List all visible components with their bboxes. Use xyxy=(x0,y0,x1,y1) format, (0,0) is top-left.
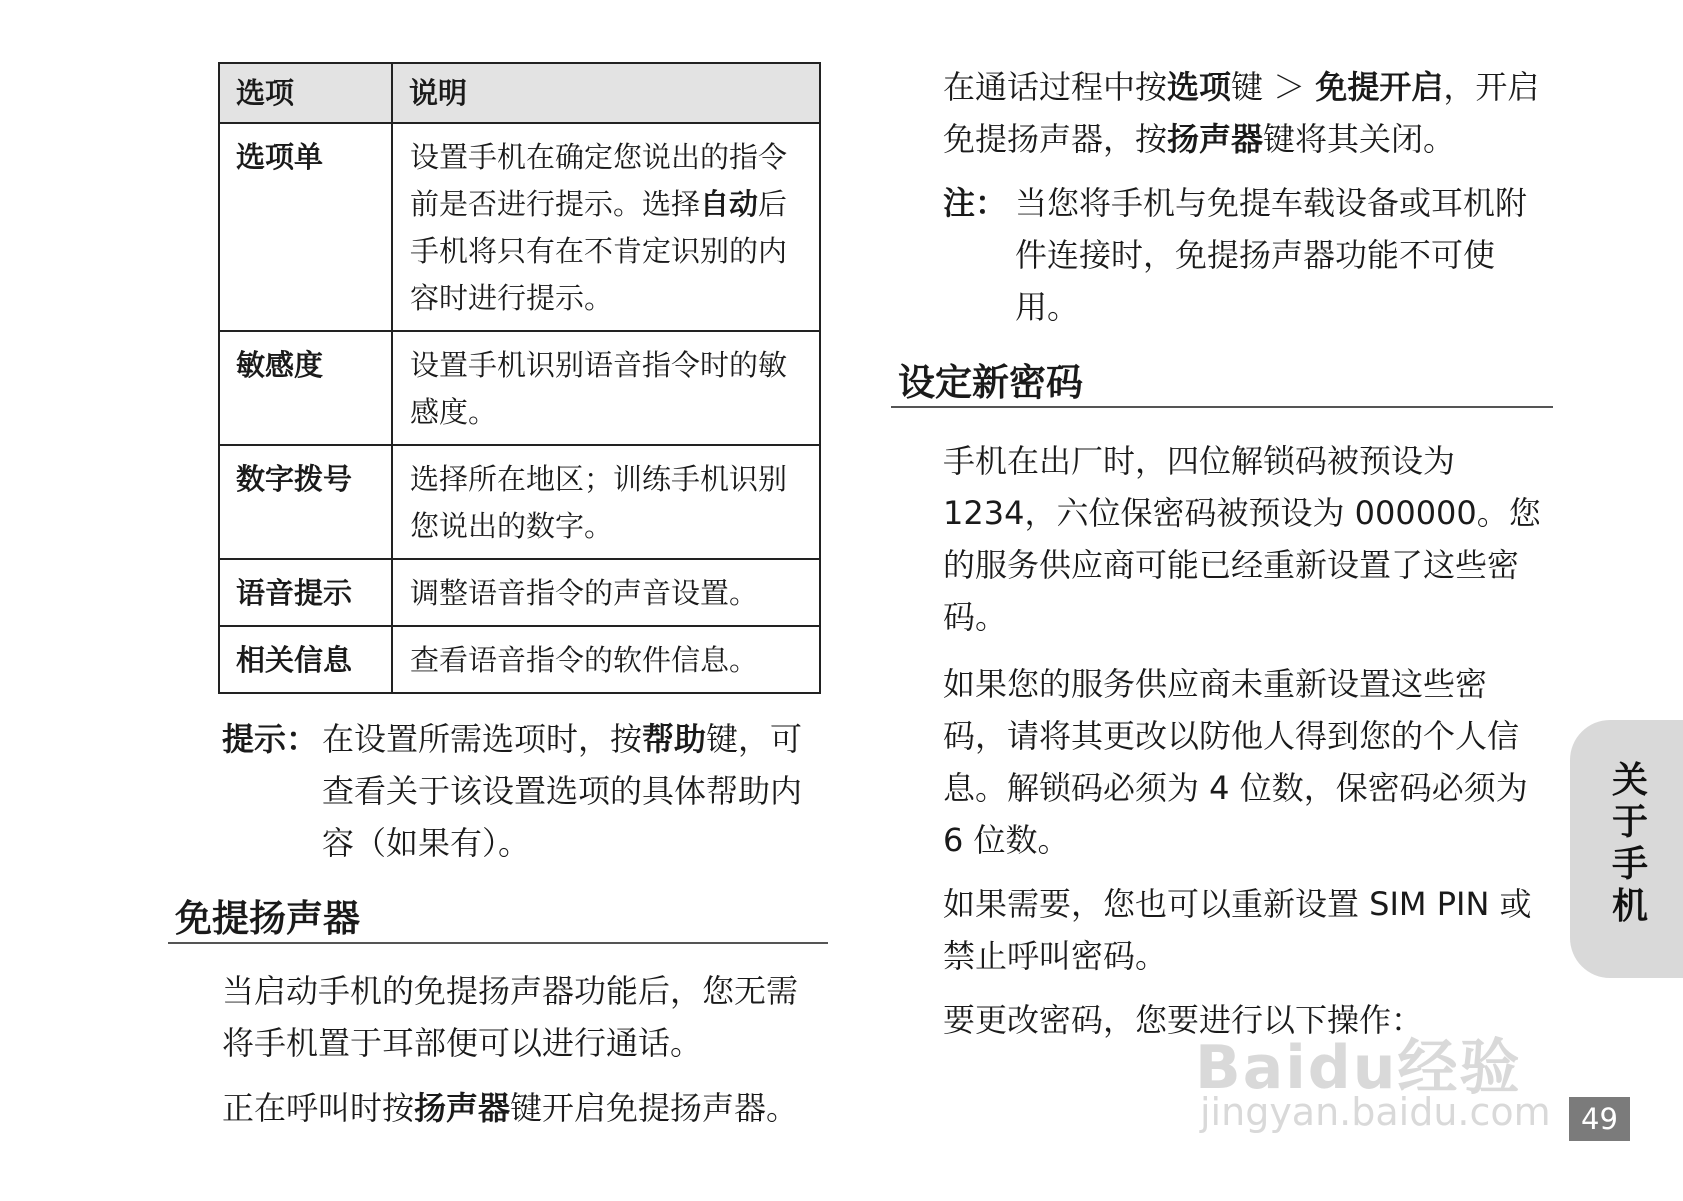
option-name: 选项单 xyxy=(219,123,392,331)
table-header-row xyxy=(219,63,820,123)
option-name: 语音提示 xyxy=(219,559,392,626)
tip-text: 在设置所需选项时，按帮助键，可查看关于该设置选项的具体帮助内容（如果有）。 xyxy=(322,720,803,862)
option-description: 选择所在地区；训练手机识别您说出的数字。 xyxy=(392,445,820,559)
option-description: 设置手机识别语音指令时的敏感度。 xyxy=(392,331,820,445)
watermark-logo: Baidu经验 xyxy=(1195,1033,1522,1103)
table-row xyxy=(219,626,820,693)
password-paragraph: 手机在出厂时，四位解锁码被预设为1234，六位保密码被预设为 000000。您的服务供应商可能已经重新设置了这些密码。 xyxy=(943,442,1541,636)
speaker-paragraph: 在通话过程中按选项键 ＞ 免提开启，开启免提扬声器，按扬声器键将其关闭。 xyxy=(943,68,1540,158)
speaker-paragraph: 当启动手机的免提扬声器功能后，您无需将手机置于耳部便可以进行通话。 xyxy=(222,972,799,1062)
note-label: 注： xyxy=(943,184,1008,222)
table-row xyxy=(219,123,820,331)
note-block xyxy=(943,177,1548,333)
option-name: 敏感度 xyxy=(219,331,392,445)
option-description: 查看语音指令的软件信息。 xyxy=(392,626,820,693)
heading-divider xyxy=(891,406,1553,408)
chapter-title: 关于手机 xyxy=(1612,760,1649,927)
password-paragraph: 如果您的服务供应商未重新设置这些密码，请将其更改以防他人得到您的个人信息。解锁码必须为 4 位数，保密码必须为 6 位数。 xyxy=(943,665,1528,859)
option-description: 设置手机在确定您说出的指令前是否进行提示。选择自动后手机将只有在不肯定识别的内容时进行提示。 xyxy=(392,123,820,331)
table-header-cell: 选项 xyxy=(219,63,392,123)
tip-block xyxy=(222,713,822,869)
password-paragraph: 要更改密码，您要进行以下操作： xyxy=(943,1001,1424,1039)
options-table xyxy=(218,62,821,694)
speaker-paragraph: 正在呼叫时按扬声器键开启免提扬声器。 xyxy=(222,1089,799,1127)
option-name: 数字拨号 xyxy=(219,445,392,559)
note-text: 当您将手机与免提车载设备或耳机附件连接时，免提扬声器功能不可使用。 xyxy=(1015,184,1528,326)
chapter-side-tab xyxy=(1570,720,1683,978)
table-row xyxy=(219,559,820,626)
tip-label: 提示： xyxy=(222,720,319,758)
speaker-heading: 免提扬声器 xyxy=(175,897,360,940)
table-header-cell: 说明 xyxy=(392,63,820,123)
table-row xyxy=(219,331,820,445)
heading-divider xyxy=(168,942,828,944)
password-paragraph: 如果需要，您也可以重新设置 SIM PIN 或禁止呼叫密码。 xyxy=(943,885,1532,975)
password-heading: 设定新密码 xyxy=(898,361,1083,404)
option-name: 相关信息 xyxy=(219,626,392,693)
table-row xyxy=(219,445,820,559)
page-number: 49 xyxy=(1569,1097,1630,1141)
watermark-url: jingyan.baidu.com xyxy=(1200,1090,1551,1134)
option-description: 调整语音指令的声音设置。 xyxy=(392,559,820,626)
